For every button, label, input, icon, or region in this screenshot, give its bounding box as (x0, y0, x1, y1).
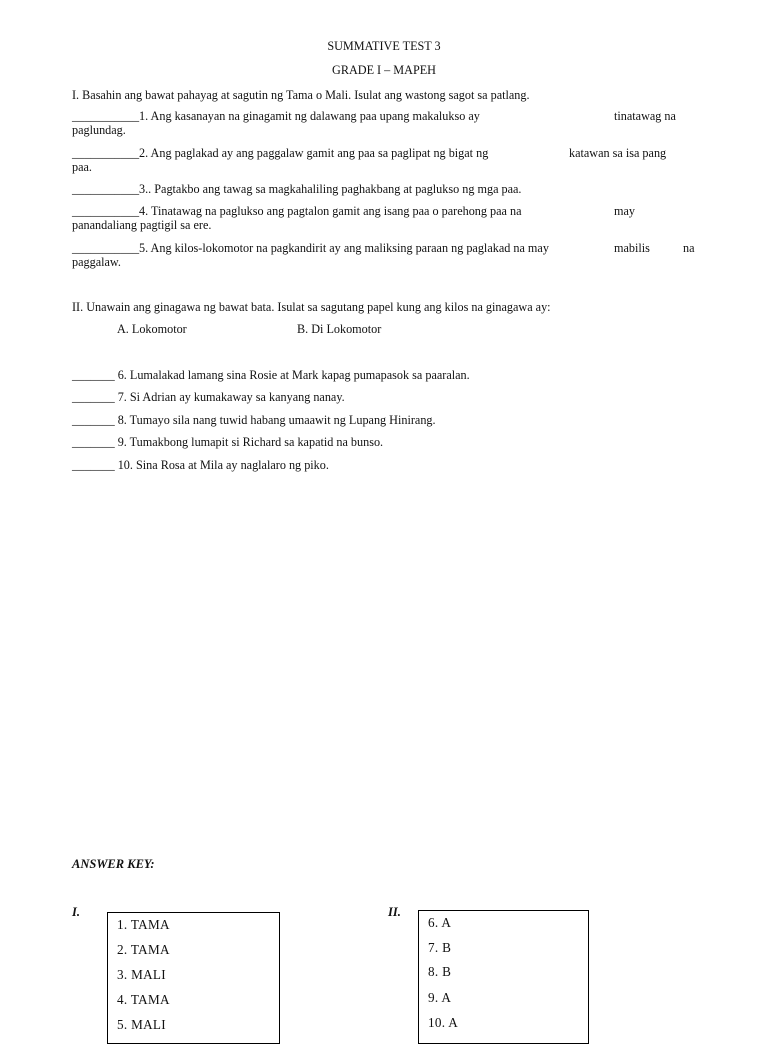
option-a: A. Lokomotor (117, 322, 187, 336)
question-continuation: paggalaw. (72, 255, 121, 269)
question-item: _______ 8. Tumayo sila nang tuwid habang umaawit ng Lupang Hinirang. (72, 413, 436, 427)
page-title: SUMMATIVE TEST 3 (327, 39, 441, 53)
answer-key-heading: ANSWER KEY: (72, 857, 155, 871)
question-continuation: paglundag. (72, 123, 126, 137)
answer-blank: _______ (72, 390, 115, 404)
question-text-part: tinatawag na (614, 109, 676, 123)
question-text-part: mabilis (614, 241, 650, 255)
answer-item: 2. TAMA (117, 942, 170, 957)
answer-item: 6. A (428, 915, 452, 930)
question-item: _______ 10. Sina Rosa at Mila ay naglalaro ng piko. (72, 458, 329, 472)
answer-item: 1. TAMA (117, 917, 170, 932)
question-item: ___________1. Ang kasanayan na ginagamit ng dalawang paa upang makalukso ay (72, 109, 480, 123)
question-continuation: panandaliang pagtigil sa ere. (72, 218, 212, 232)
option-b: B. Di Lokomotor (297, 322, 382, 336)
answer-item: 4. TAMA (117, 992, 170, 1007)
question-item: ___________3.. Pagtakbo ang tawag sa magkahaliling paghakbang at paglukso ng mga paa. (72, 182, 522, 196)
question-item: _______ 6. Lumalakad lamang sina Rosie at Mark kapag pumapasok sa paaralan. (72, 368, 470, 382)
answer-item: 10. A (428, 1015, 459, 1030)
question-item: ___________4. Tinatawag na paglukso ang pagtalon gamit ang isang paa o parehong paa na (72, 204, 522, 218)
answer-blank: ___________ (72, 146, 140, 160)
question-text-part: katawan sa isa pang (569, 146, 667, 160)
answer-item: 7. B (428, 940, 452, 955)
answer-blank: _______ (72, 435, 115, 449)
answer-blank: _______ (72, 413, 115, 427)
answer-item: 8. B (428, 964, 452, 979)
part2-instruction: II. Unawain ang ginagawa ng bawat bata. Isulat sa sagutang papel kung ang kilos na ginagawa ay: (72, 300, 551, 314)
answer-blank: _______ (72, 368, 115, 382)
answer-blank: ___________ (72, 204, 140, 218)
question-item: ___________5. Ang kilos-lokomotor na pagkandirit ay ang maliksing paraan ng paglakad na may (72, 241, 549, 255)
question-item: ___________2. Ang paglakad ay ang paggalaw gamit ang paa sa paglipat ng bigat ng (72, 146, 489, 160)
answer-item: 3. MALI (117, 967, 166, 982)
page-subtitle: GRADE I – MAPEH (332, 63, 436, 77)
question-continuation: paa. (72, 160, 92, 174)
question-text-part: may (614, 204, 635, 218)
answer-blank: _______ (72, 458, 115, 472)
part1-instruction: I. Basahin ang bawat pahayag at sagutin ng Tama o Mali. Isulat ang wastong sagot sa patlang. (72, 88, 530, 102)
answer-blank: ___________ (72, 182, 140, 196)
answer-blank: ___________ (72, 109, 140, 123)
answer-item: 9. A (428, 990, 452, 1005)
question-text-part: na (683, 241, 695, 255)
question-item: _______ 7. Si Adrian ay kumakaway sa kanyang nanay. (72, 390, 345, 404)
answer-item: 5. MALI (117, 1017, 166, 1032)
answer-blank: ___________ (72, 241, 140, 255)
question-item: _______ 9. Tumakbong lumapit si Richard sa kapatid na bunso. (72, 435, 384, 449)
answer-key-part1-label: I. (72, 905, 80, 919)
answer-key-box-part1 (107, 912, 280, 1044)
answer-key-part2-label: II. (388, 905, 401, 919)
